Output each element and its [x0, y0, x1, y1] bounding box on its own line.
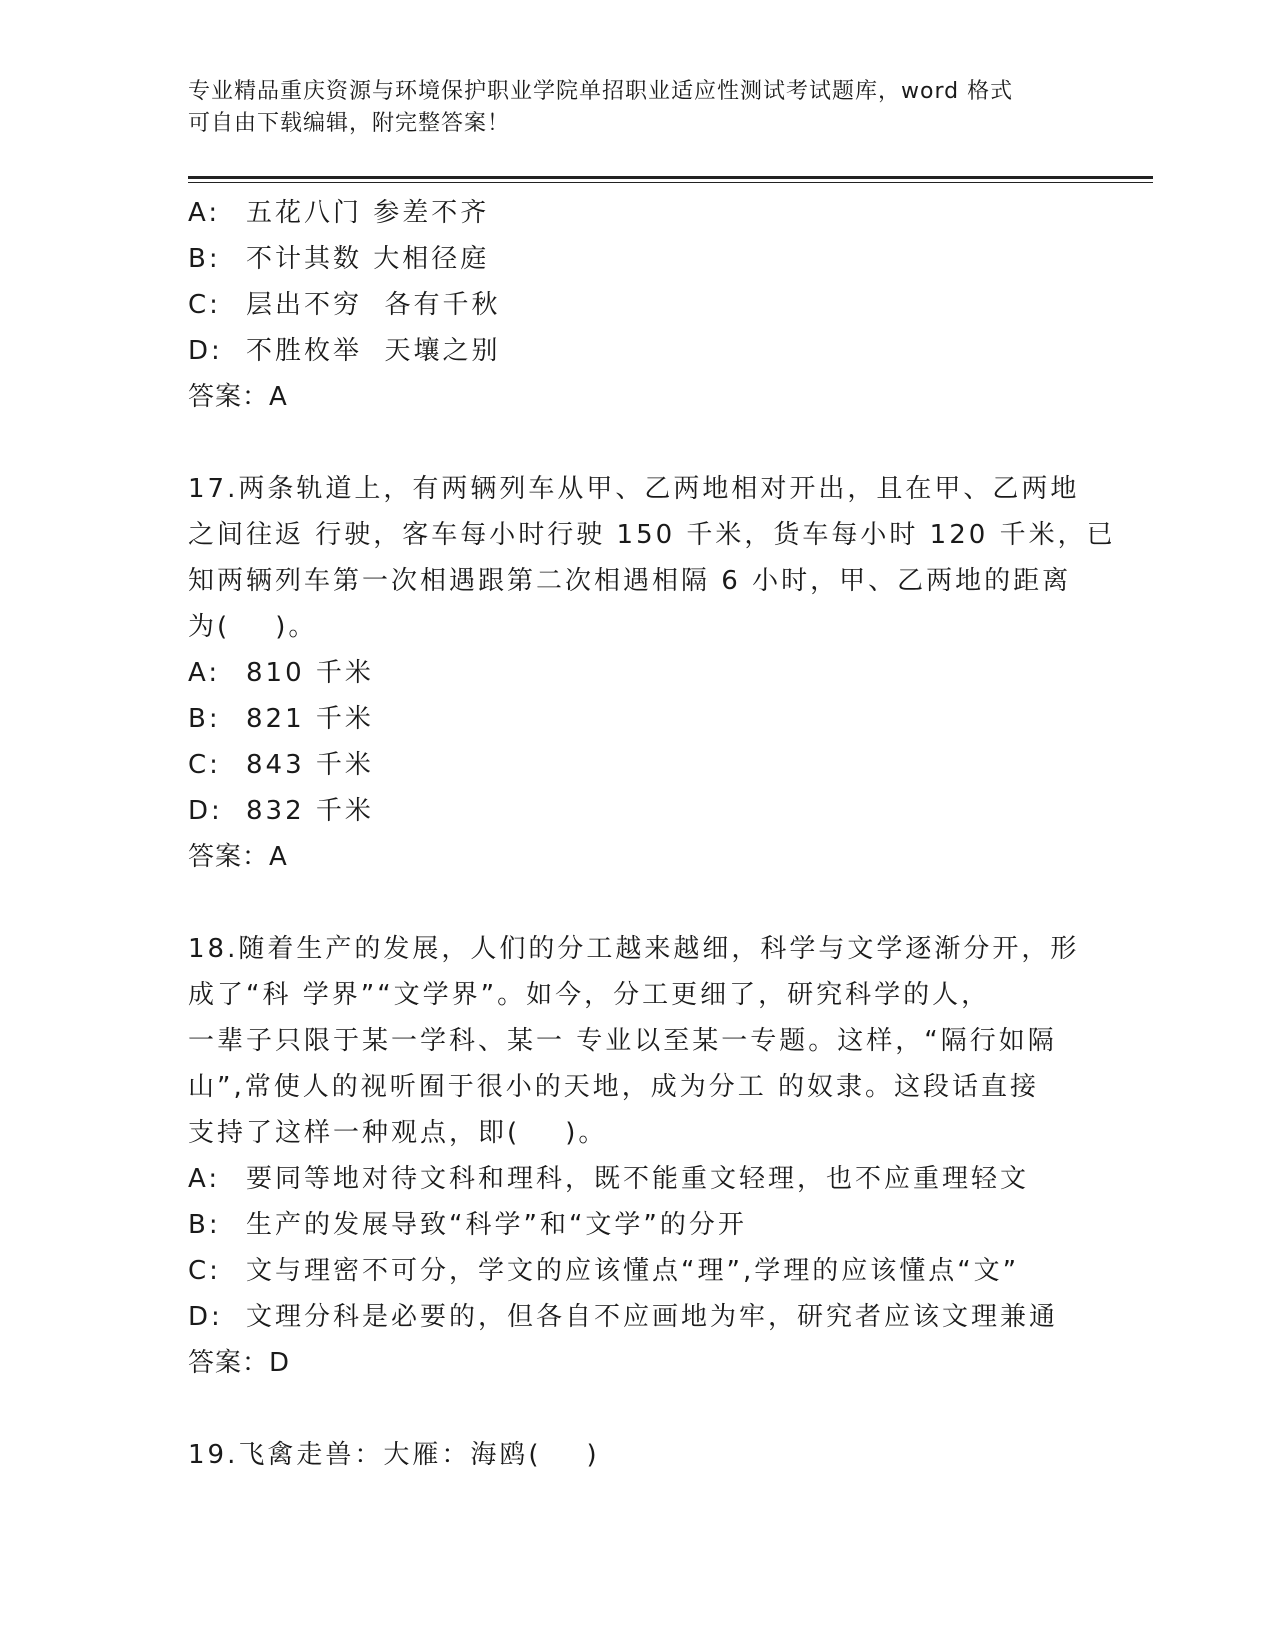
question-18	[188, 926, 1088, 1386]
answer-line: 答案：D	[188, 1348, 291, 1378]
option-key: D:	[188, 1302, 223, 1332]
option-c	[188, 1248, 1088, 1294]
option-key: C:	[188, 750, 221, 780]
option-text: 不胜枚举 天壤之别	[246, 336, 501, 366]
question-text-line: 19.飞禽走兽：大雁：海鸥( )	[188, 1440, 600, 1470]
question-text-line: 为( )。	[188, 612, 318, 642]
document-header	[188, 76, 1088, 140]
answer-line: 答案：A	[188, 382, 288, 412]
question-text-line: 一辈子只限于某一学科、某一 专业以至某一专题。这样，“隔行如隔	[188, 1026, 1057, 1056]
option-key: B:	[188, 1210, 221, 1240]
option-key: D:	[188, 796, 223, 826]
question-text-line: 知两辆列车第一次相遇跟第二次相遇相隔 6 小时，甲、乙两地的距离	[188, 566, 1072, 596]
spacer	[188, 880, 1088, 926]
option-key: A:	[188, 198, 221, 228]
question-19	[188, 1432, 1088, 1478]
option-key: C:	[188, 1256, 221, 1286]
option-a	[188, 1156, 1088, 1202]
header-rule-thin	[188, 182, 1153, 183]
answer-line: 答案：A	[188, 842, 288, 872]
option-text: 821 千米	[246, 704, 374, 734]
option-d	[188, 328, 1088, 374]
option-text: 文与理密不可分，学文的应该懂点“理”,学理的应该懂点“文”	[246, 1256, 1020, 1286]
header-rule-thick	[188, 176, 1153, 179]
option-key: A:	[188, 1164, 221, 1194]
option-d	[188, 1294, 1088, 1340]
option-key: C:	[188, 290, 221, 320]
option-c	[188, 742, 1088, 788]
option-text: 五花八门 参差不齐	[246, 198, 490, 228]
question-text-line: 17.两条轨道上，有两辆列车从甲、乙两地相对开出，且在甲、乙两地	[188, 474, 1080, 504]
option-text: 不计其数 大相径庭	[246, 244, 490, 274]
option-text: 810 千米	[246, 658, 374, 688]
option-key: A:	[188, 658, 221, 688]
option-a	[188, 190, 1088, 236]
option-text: 要同等地对待文科和理科，既不能重文轻理，也不应重理轻文	[246, 1164, 1030, 1194]
question-text-line: 支持了这样一种观点，即( )。	[188, 1118, 608, 1148]
option-b	[188, 1202, 1088, 1248]
option-b	[188, 696, 1088, 742]
option-text: 843 千米	[246, 750, 374, 780]
document-body	[188, 190, 1116, 1478]
option-key: B:	[188, 244, 221, 274]
option-a	[188, 650, 1088, 696]
spacer	[188, 420, 1088, 466]
option-text: 层出不穷 各有千秋	[246, 290, 501, 320]
option-text: 文理分科是必要的，但各自不应画地为牢，研究者应该文理兼通	[246, 1302, 1059, 1332]
spacer	[188, 1386, 1088, 1432]
question-text-line: 18.随着生产的发展，人们的分工越来越细，科学与文学逐渐分开，形	[188, 934, 1080, 964]
option-d	[188, 788, 1088, 834]
question-text-line: 成了“科 学界”“文学界”。如今，分工更细了，研究科学的人，	[188, 980, 991, 1010]
option-key: B:	[188, 704, 221, 734]
option-c	[188, 282, 1088, 328]
question-text-line: 之间往返 行驶，客车每小时行驶 150 千米，货车每小时 120 千米，已	[188, 520, 1116, 550]
option-key: D:	[188, 336, 223, 366]
header-line-1: 专业精品重庆资源与环境保护职业学院单招职业适应性测试考试题库，word 格式	[188, 79, 1014, 104]
question-17	[188, 466, 1116, 880]
option-text: 生产的发展导致“科学”和“文学”的分开	[246, 1210, 747, 1240]
question-text-line: 山”,常使人的视听囿于很小的天地，成为分工 的奴隶。这段话直接	[188, 1072, 1039, 1102]
question-16	[188, 190, 1088, 420]
option-b	[188, 236, 1088, 282]
header-line-2: 可自由下载编辑，附完整答案！	[188, 111, 511, 136]
option-text: 832 千米	[246, 796, 374, 826]
